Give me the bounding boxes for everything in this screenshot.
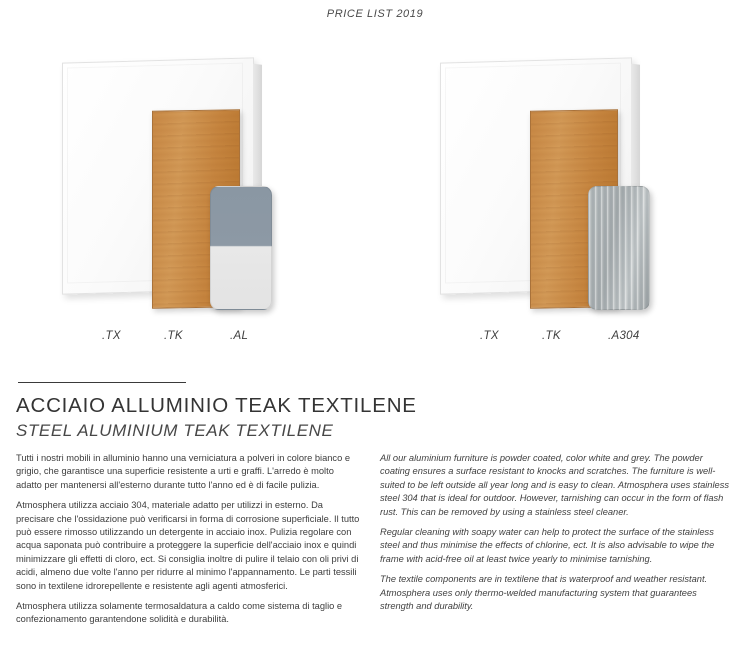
body-text-english [380, 452, 730, 620]
material-swatch-row [0, 48, 750, 358]
swatch-labels-left [42, 330, 372, 350]
swatch-labels-right [420, 330, 750, 350]
swatch-group-left [42, 48, 372, 358]
swatch-label-tk: .TK [164, 330, 183, 342]
paragraph-it-2: Atmosphera utilizza acciaio 304, materiale adatto per utilizzi in esterno. Da precisare che l'ossidazione può verificarsi in forma di corrosione superficiale. Il tutto può essere rimosso utilizzando un detergente in acciaio inox. Pulizia regolare con acqua saponata può contribuire a proteggere la superficie dell'acciaio inox e quindi minimizzare gli effetti di cloro, ect. Si consiglia inoltre di pulire il telaio con oli privi di acidi, almeno due volte l'anno per ridurre al minimo l'appannamento. Le parti tessili sono in textilene idrorepellente e resistente agli agenti atmosferici. [16, 500, 360, 591]
paragraph-en-2: Regular cleaning with soapy water can help to protect the surface of the stainless steel and thus minimise the effects of chlorine, ect. It is also advisable to wipe the frame with acid-free oil at least twice yearly to minimise tarnishing. [380, 527, 715, 564]
paragraph-it-3: Atmosphera utilizza solamente termosaldatura a caldo come sistema di taglio e confezionamento garantendone solidità e durabilità. [16, 601, 343, 625]
paragraph-en-3: The textile components are in textilene that is waterproof and weather resistant. Atmosphera uses only thermo-welded manufacturing system that guarantees strength and durability. [380, 574, 708, 612]
swatch-label-tx: .TX [102, 330, 121, 342]
body-text-italian [16, 452, 361, 634]
swatch-group-right [420, 48, 750, 358]
paragraph-en-1: All our aluminium furniture is powder coated, color white and grey. The powder coating ensures a surface resistant to knocks and scratches. The furniture is well-suited to be left outside all year long and is easy to clean. Atmosphera uses stainless steel 304 that is ideal for outdoor. However, tarnishing can occur in the form of flash rust. This can be removed by using a stainless steel cleaner. [380, 453, 730, 517]
section-title-english: STEEL ALUMINIUM TEAK TEXTILENE [16, 421, 334, 440]
page-header: PRICE LIST 2019 [326, 8, 424, 20]
swatch-label-al: .AL [230, 330, 249, 342]
swatch-label-tk: .TK [542, 330, 561, 342]
swatch-label-a304: .A304 [608, 330, 640, 342]
steel-sample-right [588, 186, 650, 310]
paragraph-it-1: Tutti i nostri mobili in alluminio hanno una verniciatura a polveri in colore bianco e grigio, che garantisce una superficie resistente a urti e graffi. L'arredo è molto adatto per mantenersi all'esterno durante tutto l'anno ed è di facile pulizia. [16, 453, 351, 490]
aluminium-sample-left [210, 186, 272, 310]
section-title-italian: ACCIAIO ALLUMINIO TEAK TEXTILENE [16, 394, 417, 417]
swatch-label-tx: .TX [480, 330, 499, 342]
section-divider [18, 382, 186, 383]
